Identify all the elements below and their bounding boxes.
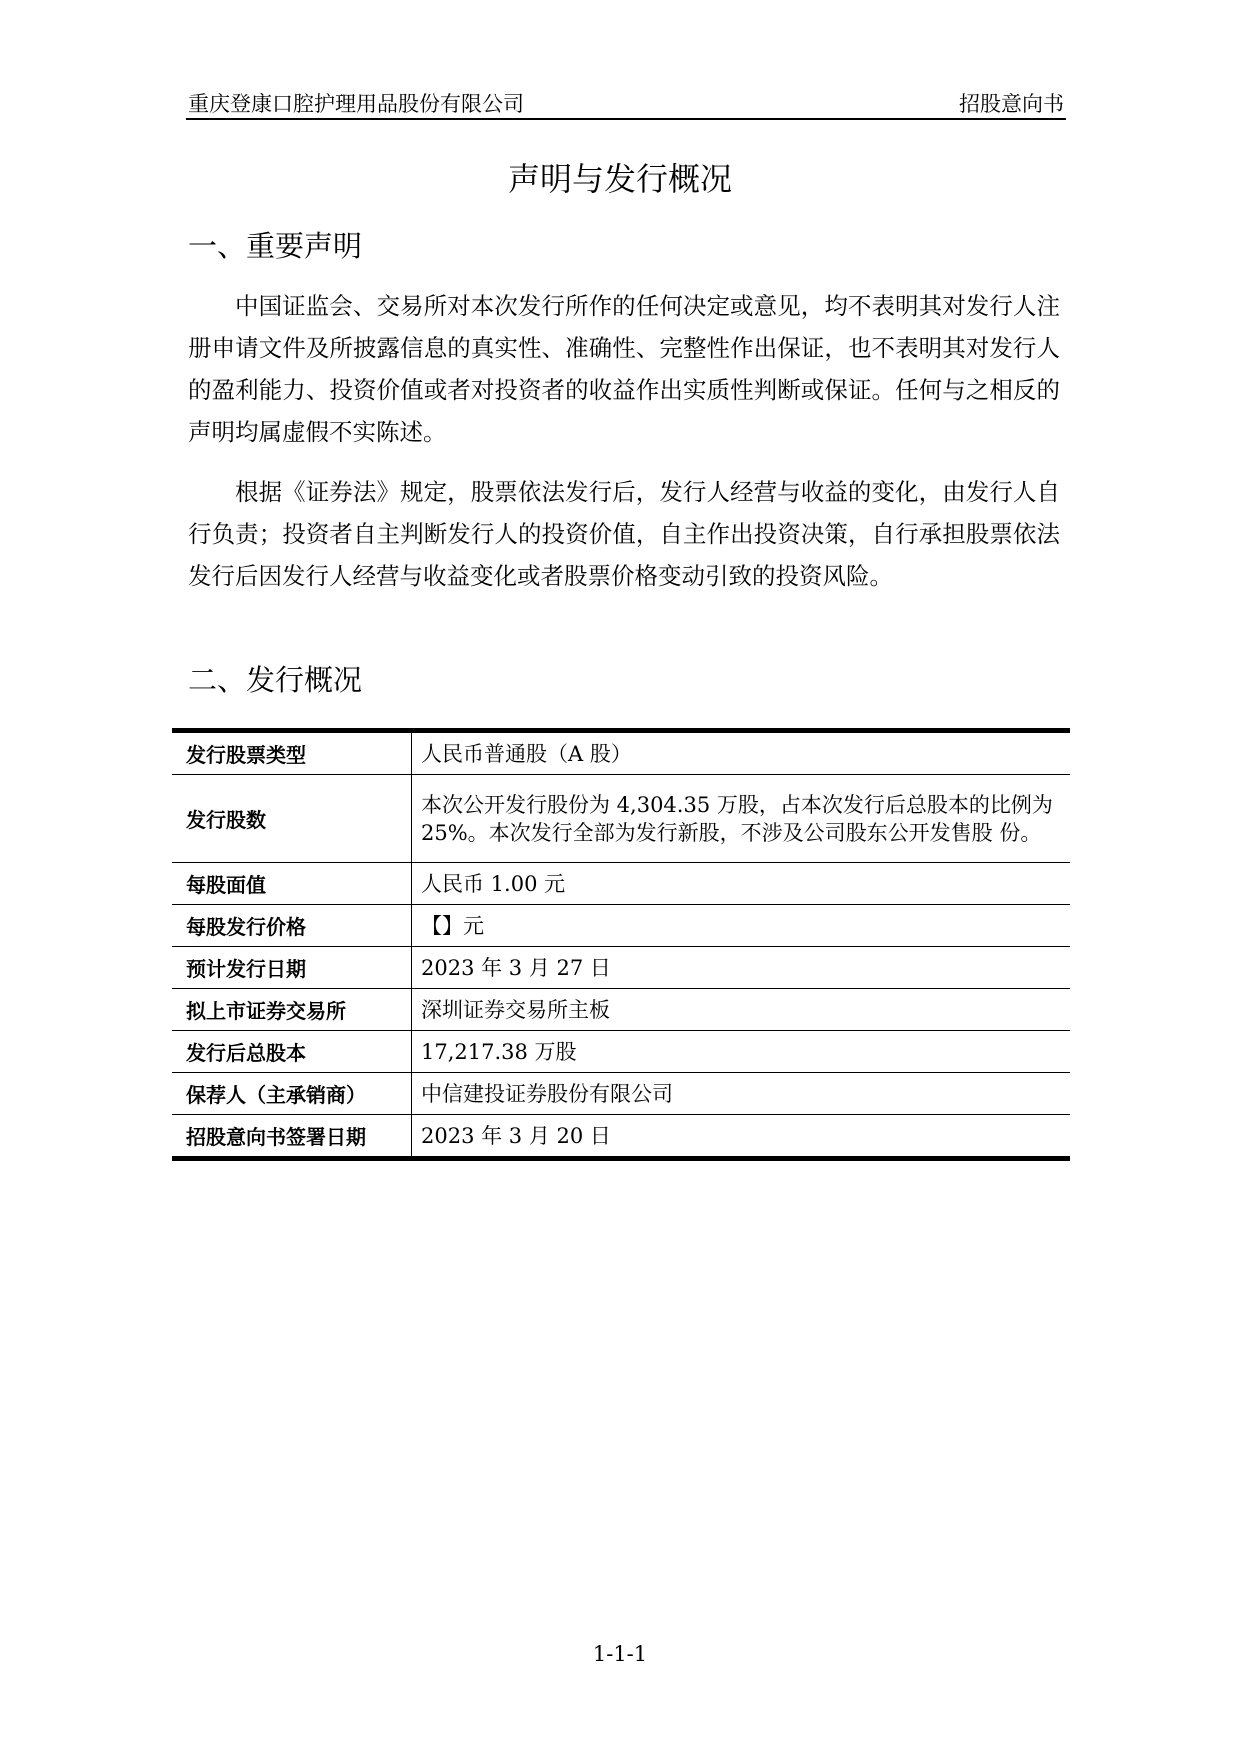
row-label: 每股发行价格 [172,905,412,947]
header-document-type: 招股意向书 [959,92,1064,116]
row-value: 2023 年 3 月 27 日 [412,947,1071,989]
table-row [172,731,1070,775]
row-label: 拟上市证券交易所 [172,989,412,1031]
table-row [172,947,1070,989]
header-company-name: 重庆登康口腔护理用品股份有限公司 [188,92,524,116]
table-row [172,1115,1070,1159]
statement-paragraph: 根据《证券法》规定，股票依法发行后，发行人经营与收益的变化，由发行人自行负责；投资者自主判断发行人的投资价值，自主作出投资决策，自行承担股票依法发行后因发行人经营与收益变化或者股票价格变动引致的投资风险。 [188,478,1060,590]
table-row [172,989,1070,1031]
statement-paragraph: 中国证监会、交易所对本次发行所作的任何决定或意见，均不表明其对发行人注册申请文件及所披露信息的真实性、准确性、完整性作出保证，也不表明其对发行人的盈利能力、投资价值或者对投资者的收益作出实质性判断或保证。任何与之相反的声明均属虚假不实陈述。 [188,292,1060,446]
row-label: 招股意向书签署日期 [172,1115,412,1159]
table-row [172,775,1070,863]
table-row [172,1073,1070,1115]
row-value: 本次公开发行股份为 4,304.35 万股，占本次发行后总股本的比例为 25%。本次发行全部为发行新股，不涉及公司股东公开发售股 份。 [412,775,1071,863]
row-value: 人民币 1.00 元 [412,863,1071,905]
table-row [172,863,1070,905]
page-number: 1-1-1 [592,1642,648,1666]
section-heading-offering-overview: 二、发行概况 [188,663,363,697]
table-row [172,1031,1070,1073]
row-value: 2023 年 3 月 20 日 [412,1115,1071,1159]
page-header [186,84,1066,120]
row-value: 中信建投证券股份有限公司 [412,1073,1071,1115]
row-value: 17,217.38 万股 [412,1031,1071,1073]
offering-overview-table [172,728,1070,1161]
row-value: 人民币普通股（A 股） [421,741,632,766]
row-label: 发行股数 [172,775,412,863]
row-label: 每股面值 [172,863,412,905]
row-label: 发行股票类型 [172,731,412,775]
table-row [172,905,1070,947]
row-label: 发行后总股本 [172,1031,412,1073]
section-heading-important-statement: 一、重要声明 [188,229,363,263]
page-title: 声明与发行概况 [507,160,732,198]
row-value: 【】元 [412,905,1071,947]
row-label: 保荐人（主承销商） [172,1073,412,1115]
row-label: 预计发行日期 [172,947,412,989]
row-value: 深圳证券交易所主板 [412,989,1071,1031]
